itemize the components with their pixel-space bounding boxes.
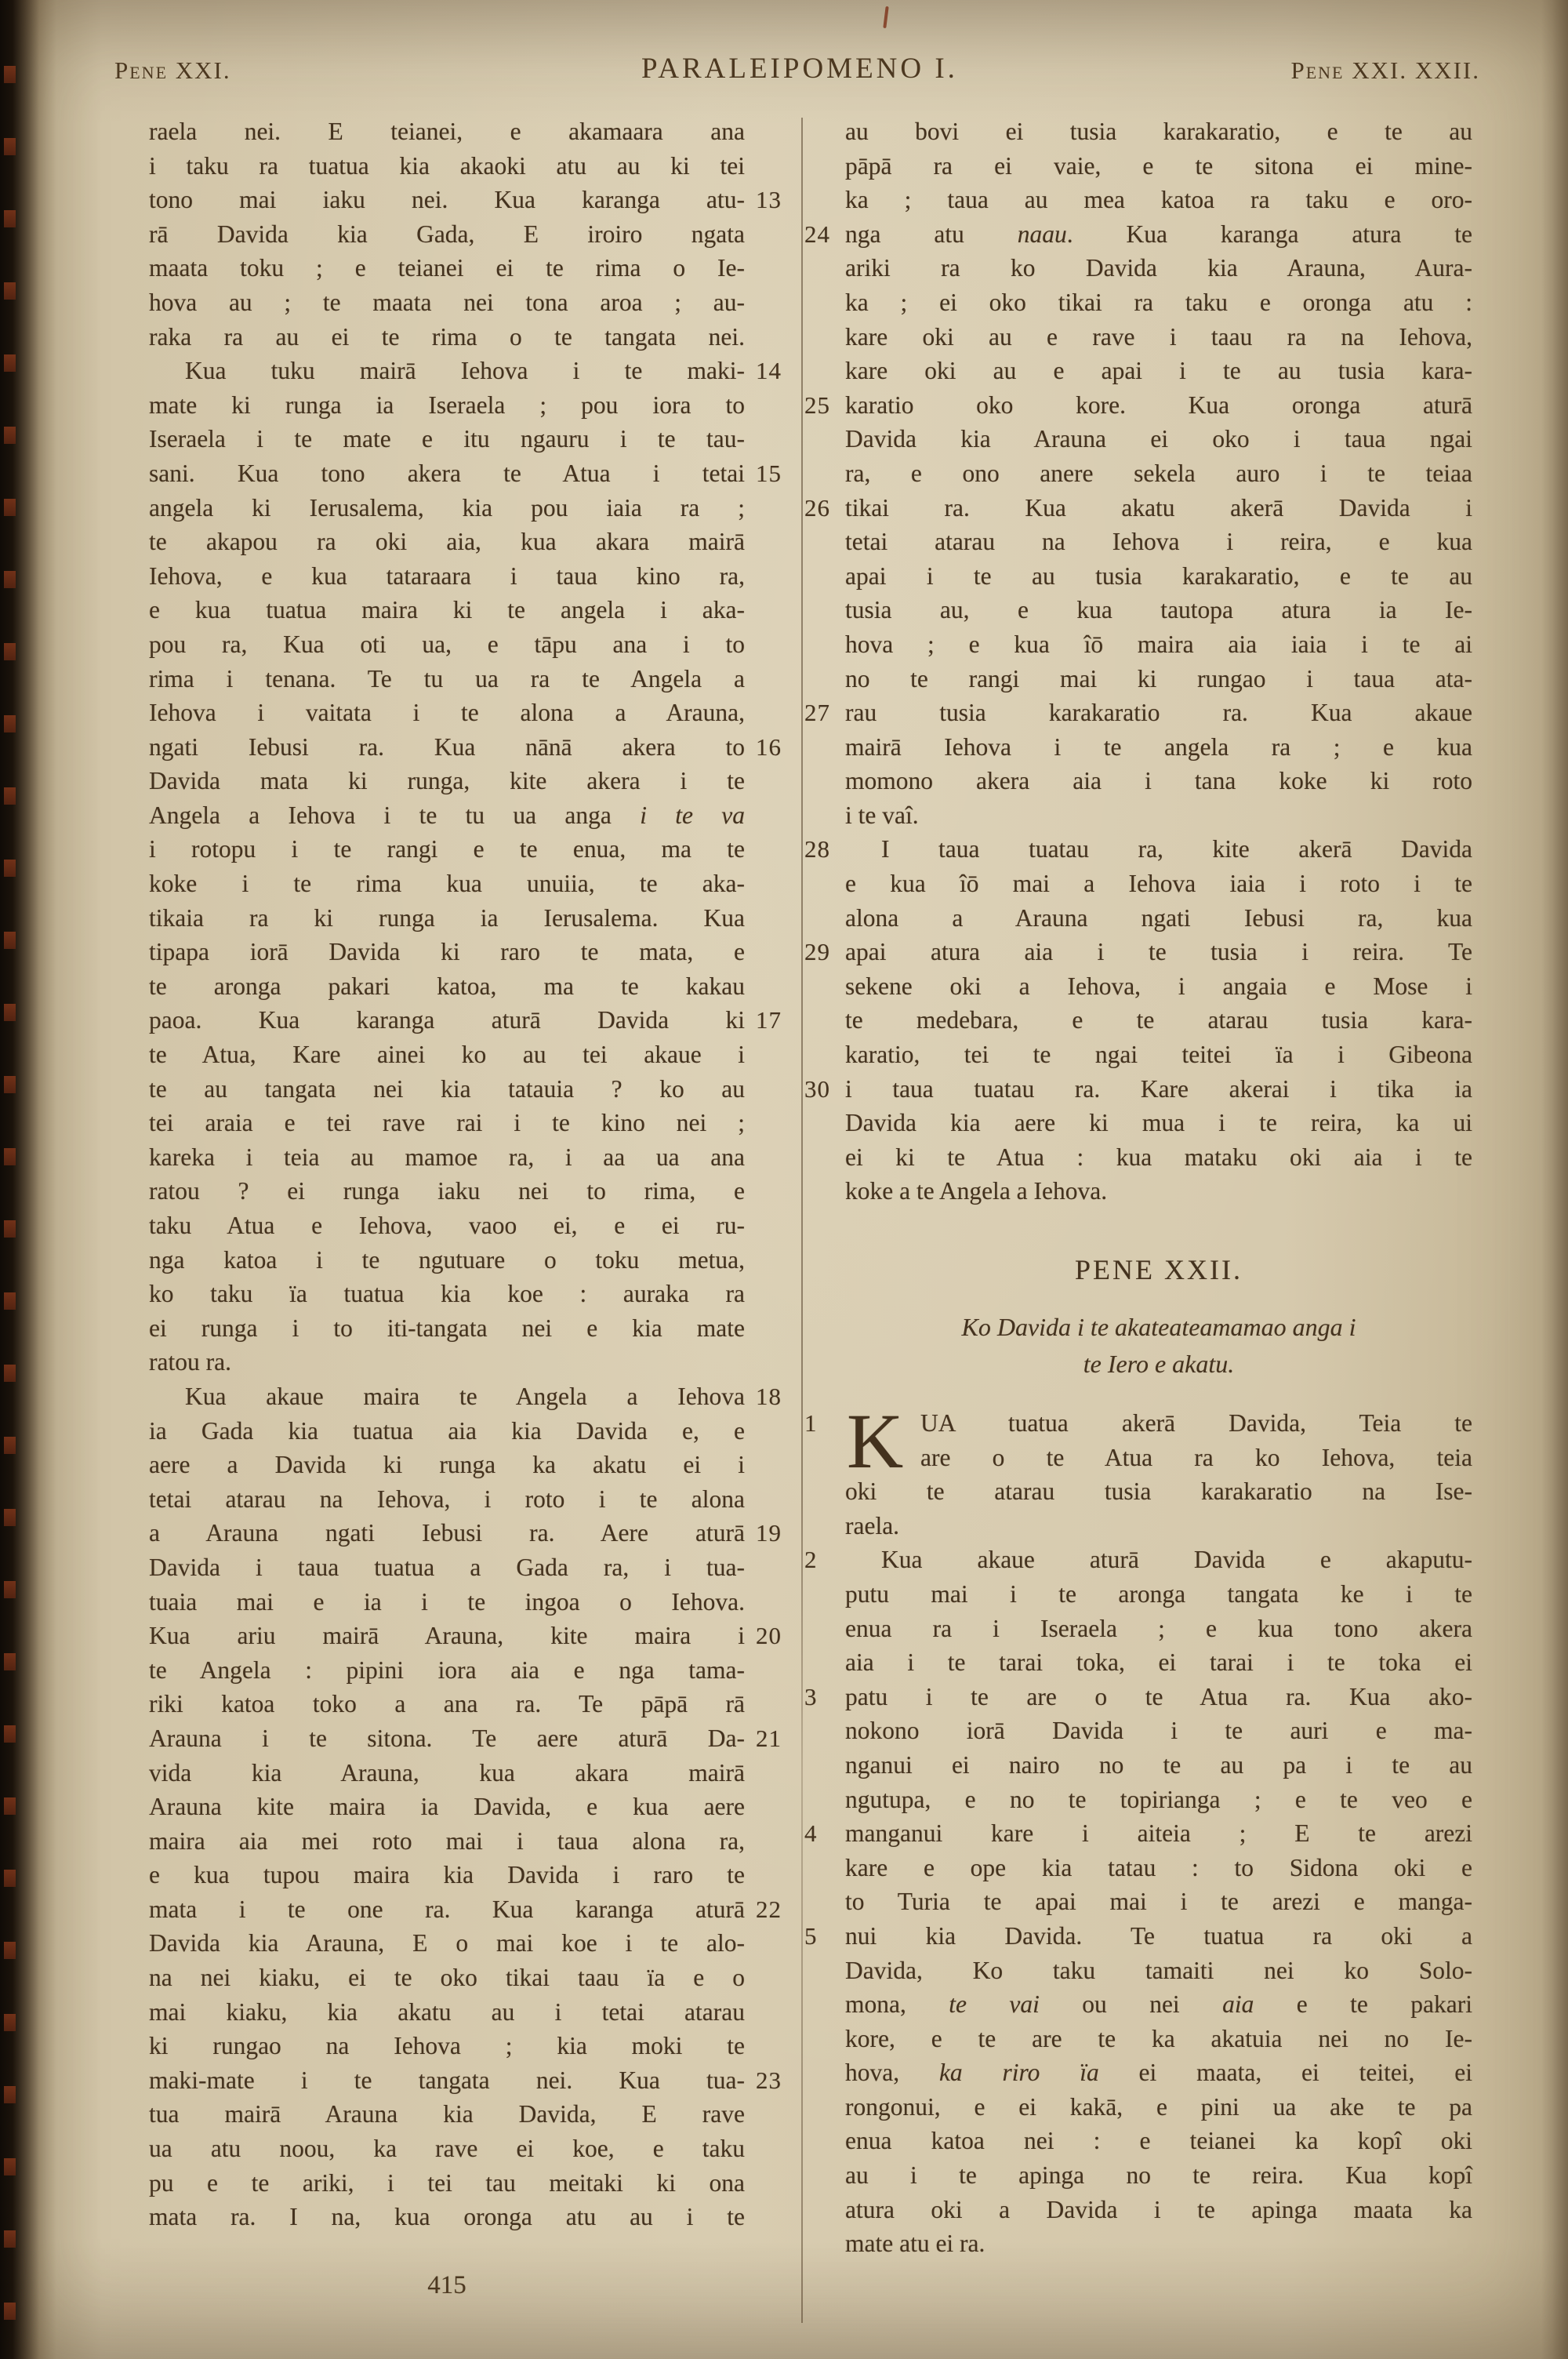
text-line: mai kiaku, kia akatu au i tetai atarau (149, 1997, 745, 2026)
text-line: Arauna i te sitona. Te aere aturā Da- 21 (149, 1721, 745, 1756)
text-line: sekene oki a Iehova, i angaia e Mose i (845, 972, 1472, 1000)
text-line: te aronga pakari katoa, ma te kakau (149, 972, 745, 1000)
text-line: Iseraela i te mate e itu ngauru i te tau- (149, 425, 745, 453)
text-line: maata toku ; e teianei ei te rima o Ie- (149, 254, 745, 282)
text-line: angela ki Ierusalema, kia pou iaia ra ; (149, 493, 745, 522)
text-line: karatio, tei te ngai teitei ïa i Gibeona (845, 1041, 1472, 1069)
text-line: e kua tuatua maira ki te angela i aka- (149, 596, 745, 624)
text-line: ratou ra. (149, 1348, 231, 1376)
text-line: tono mai iaku nei. Kua karanga atu- 13 (149, 183, 745, 217)
text-line: mata ra. I na, kua oronga atu au i te (149, 2203, 745, 2231)
text-line: koke a te Angela a Iehova. (845, 1177, 1108, 1205)
text-line: tuaia mai e ia i te ingoa o Iehova. (149, 1587, 745, 1616)
verse-number: 17 (756, 1006, 782, 1034)
text-line (845, 1987, 1472, 2022)
verse-number: 5 (804, 1921, 818, 1950)
verse-number: 2 (804, 1546, 818, 1574)
verse-number: 29 (804, 938, 830, 966)
text-line: apai atura aia i te tusia i reira. Te 29 (845, 935, 1472, 969)
text-line: tei araia e tei rave rai i te kino nei ; (149, 1109, 745, 1137)
text-line: ia Gada kia tuatua aia kia Davida e, e (149, 1416, 745, 1445)
text-line: Davida kia aere ki mua i te reira, ka ui (845, 1109, 1472, 1137)
text-line: ariki ra ko Davida kia Arauna, Aura- (845, 254, 1472, 282)
verse-number: 23 (756, 2066, 782, 2094)
text-line: te Angela : pipini iora aia e nga tama- (149, 1656, 745, 1684)
verse-number: 13 (756, 186, 782, 214)
text-line: Davida, Ko taku tamaiti nei ko Solo- (845, 1956, 1472, 1984)
verse-number: 18 (756, 1382, 782, 1410)
italic-text: te vai (949, 1990, 1040, 2019)
text-line: au i te apinga no te reira. Kua kopî (845, 2161, 1472, 2190)
text-line: tikaia ra ki runga ia Ierusalema. Kua (149, 903, 745, 932)
text-line: ei ki te Atua : kua mataku oki aia i te (845, 1143, 1472, 1171)
text-line: ngutupa, e no te topirianga ; e te veo e (845, 1785, 1472, 1813)
text-line: raela nei. E teianei, e akamaara ana (149, 118, 745, 145)
text-line: to Turia te apai mai i te arezi e manga- (845, 1888, 1472, 1916)
binding-edge (0, 0, 56, 2359)
verse-number: 27 (804, 699, 830, 727)
text-line: rā Davida kia Gada, E iroiro ngata (149, 220, 745, 248)
text-line: mate ki runga ia Iseraela ; pou iora to (149, 391, 745, 419)
running-head-left: Pene XXI. (114, 56, 231, 84)
text-line: mairā Iehova i te angela ra ; e kua (845, 732, 1472, 761)
text-line: enua ra i Iseraela ; e kua tono akera (845, 1614, 1472, 1642)
text-line: riki katoa toko a ana ra. Te pāpā rā (149, 1690, 745, 1718)
text-line: ei runga i to iti-tangata nei e kia mate (149, 1314, 745, 1342)
verse-number: 4 (804, 1819, 818, 1848)
plain-text: mona, (845, 1990, 949, 2019)
plain-text: . Kua karanga atura te (1066, 220, 1472, 248)
text-line: tua mairā Arauna kia Davida, E rave (149, 2100, 745, 2128)
text-line: nga katoa i te ngutuare o toku metua, (149, 1245, 745, 1274)
text-line: te au tangata nei kia tatauia ? ko au (149, 1074, 745, 1103)
drop-cap-initial: K (847, 1398, 904, 1485)
text-line: atura oki a Davida i te apinga maata ka (845, 2195, 1472, 2223)
text-line: enua katoa nei : e teianei ka kopî oki (845, 2127, 1472, 2155)
text-line: ngati Iebusi ra. Kua nānā akera to 16 (149, 730, 745, 765)
text-line: Davida mata ki runga, kite akera i te (149, 767, 745, 795)
dropcap-verse-block (804, 1398, 1472, 1485)
verse-number: 19 (756, 1519, 782, 1547)
verse-number: 25 (804, 391, 830, 419)
plain-text: nga atu (845, 220, 1018, 248)
italic-text: aia (1222, 1990, 1254, 2019)
text-line: Iehova, e kua tataraara i taua kino ra, (149, 562, 745, 590)
scan-artifact (883, 6, 888, 28)
plain-text: ei maata, ei teitei, ei (1098, 2059, 1473, 2087)
text-line: te medebara, e te atarau tusia kara- (845, 1006, 1472, 1034)
running-head-center: PARALEIPOMENO I. (641, 53, 958, 85)
text-line: a Arauna ngati Iebusi ra. Aere aturā 19 (149, 1516, 745, 1550)
text-line: hova au ; te maata nei tona aroa ; au- (149, 288, 745, 316)
text-line: Davida i taua tuatua a Gada ra, i tua- (149, 1553, 745, 1581)
text-line: mata i te one ra. Kua karanga aturā 22 (149, 1892, 745, 1927)
text-line: te Atua, Kare ainei ko au tei akaue i (149, 1041, 745, 1069)
right-column (804, 114, 1473, 2261)
text-line: kareka i teia au mamoe ra, i aa ua ana (149, 1143, 745, 1171)
text-line: pu e te ariki, i tei tau meitaki ki ona (149, 2168, 745, 2197)
text-line: aia i te tarai toka, ei tarai i te toka ei (845, 1648, 1472, 1677)
text-line: ka ; taua au mea katoa ra taku e oro- (845, 186, 1472, 214)
text-line: i te vaî. (845, 801, 919, 829)
text-line: ki rungao na Iehova ; kia moki te (149, 2032, 745, 2060)
text-line: maki-mate i te tangata nei. Kua tua- 23 (149, 2063, 745, 2098)
verse-number: 21 (756, 1724, 782, 1752)
text-line: kore, e te are te ka akatuia nei no Ie- (845, 2024, 1472, 2052)
text-line: e kua îō mai a Iehova iaia i roto i te (845, 870, 1472, 898)
text-line: oki te atarau tusia karakaratio na Ise- (845, 1478, 1472, 1506)
text-line: tusia au, e kua tautopa atura ia Ie- (845, 596, 1472, 624)
text-line: patu i te are o te Atua ra. Kua ako- 3 (845, 1680, 1472, 1714)
text-line: i taua tuatau ra. Kare akerai i tika ia 30 (845, 1072, 1472, 1107)
text-line (149, 798, 745, 833)
verse-number: 20 (756, 1622, 782, 1650)
text-line: sani. Kua tono akera te Atua i tetai 15 (149, 456, 745, 491)
text-line: maira aia mei roto mai i taua alona ra, (149, 1826, 745, 1855)
left-column (149, 114, 782, 2234)
text-line: Kua tuku mairā Iehova i te maki- 14 (149, 354, 745, 388)
text-line: i rotopu i te rangi e te enua, ma te (149, 835, 745, 863)
text-line: hova ; e kua îō maira aia iaia i te ai (845, 630, 1472, 658)
text-line: kare e ope kia tatau : to Sidona oki e (845, 1853, 1472, 1881)
verse-number: 15 (756, 459, 782, 487)
chapter-heading: PENE XXII. (1075, 1254, 1243, 1285)
text-line: i taku ra tuatua kia akaoki atu au ki tei (149, 151, 745, 180)
verse-number: 30 (804, 1074, 830, 1103)
verse-number: 16 (756, 732, 782, 761)
text-line: manganui kare i aiteia ; E te arezi 4 (845, 1816, 1472, 1851)
text-line: e kua tupou maira kia Davida i raro te (149, 1861, 745, 1889)
text-line: Iehova i vaitata i te alona a Arauna, (149, 699, 745, 727)
plain-text: e te pakari (1254, 1990, 1472, 2019)
verse-number: 14 (756, 357, 782, 385)
plain-text: hova, (845, 2059, 939, 2087)
chapter-subtitle: Ko Davida i te akateateamamao anga i (961, 1313, 1356, 1341)
plain-text: Angela a Iehova i te tu ua anga (149, 801, 641, 829)
text-line: nui kia Davida. Te tuatua ra oki a 5 (845, 1919, 1472, 1954)
text-line (845, 2055, 1472, 2090)
text-line: aere a Davida ki runga ka akatu ei i (149, 1451, 745, 1479)
text-line: au bovi ei tusia karakaratio, e te au (845, 118, 1472, 145)
text-line: ra, e ono anere sekela auro i te teiaa (845, 459, 1472, 487)
text-line: alona a Arauna ngati Iebusi ra, kua (845, 903, 1472, 932)
text-line: ua atu noou, ka rave ei koe, e taku (149, 2135, 745, 2163)
text-line: vida kia Arauna, kua akara mairā (149, 1758, 745, 1787)
chapter-subtitle: te Iero e akatu. (1083, 1350, 1235, 1378)
text-line: Davida kia Arauna, E o mai koe i te alo- (149, 1929, 745, 1957)
text-line: paoa. Kua karanga aturā Davida ki 17 (149, 1003, 745, 1038)
verse-number: 24 (804, 220, 830, 248)
text-line: mate atu ei ra. (845, 2230, 985, 2258)
text-line: Kua akaue maira te Angela a Iehova 18 (149, 1379, 745, 1414)
verse-number: 28 (804, 835, 830, 863)
text-line: pou ra, Kua oti ua, e tāpu ana i to (149, 630, 745, 658)
column-divider (801, 118, 803, 2323)
text-line: te akapou ra oki aia, kua akara mairā (149, 528, 745, 556)
text-line: kare oki au e rave i taau ra na Iehova, (845, 322, 1472, 351)
text-line: nganui ei nairo no te au pa i te au (845, 1750, 1472, 1779)
text-line: tetai atarau na Iehova, i roto i te alona (149, 1485, 745, 1513)
text-line: raka ra au ei te rima o te tangata nei. (149, 322, 745, 351)
text-line: rima i tenana. Te tu ua ra te Angela a (149, 664, 745, 692)
text-line: are o te Atua ra ko Iehova, teia (920, 1443, 1472, 1471)
page-right-edge (1541, 0, 1568, 2359)
text-line: putu mai i te aronga tangata ke i te (845, 1579, 1472, 1608)
text-line: tetai atarau na Iehova i reira, e kua (845, 528, 1472, 556)
text-line: Kua akaue aturā Davida e akaputu- 2 (845, 1543, 1472, 1577)
text-line: koke i te rima kua unuiia, te aka- (149, 870, 745, 898)
italic-text: i te va (640, 801, 746, 829)
text-line: pāpā ra ei vaie, e te sitona ei mine- (845, 151, 1472, 180)
text-line: rau tusia karakaratio ra. Kua akaue 27 (845, 696, 1472, 730)
text-line: UA tuatua akerā Davida, Teia te 1 (920, 1406, 1472, 1441)
text-line: karatio oko kore. Kua oronga aturā 25 (845, 388, 1472, 423)
text-line: na nei kiaku, ei te oko tikai taau ïa e o (149, 1964, 745, 1992)
text-line: ratou ? ei runga iaku nei to rima, e (149, 1177, 745, 1205)
running-head-right: Pene XXI. XXII. (1290, 56, 1480, 84)
text-line (804, 217, 1472, 252)
text-line: rongonui, e ei kakā, e pini ua ake te pa (845, 2092, 1472, 2121)
text-line: raela. (845, 1511, 900, 1539)
text-line: kare oki au e apai i te au tusia kara- (845, 357, 1472, 385)
text-line: Arauna kite maira ia Davida, e kua aere (149, 1793, 745, 1821)
text-line: Davida kia Arauna ei oko i taua ngai (845, 425, 1472, 453)
text-line: nokono iorā Davida i te auri e ma- (845, 1717, 1472, 1745)
verse-number: 26 (804, 493, 830, 522)
page-number: 415 (427, 2271, 466, 2299)
plain-text: ou nei (1039, 1990, 1223, 2019)
text-line: Kua ariu mairā Arauna, kite maira i 20 (149, 1619, 745, 1653)
text-line: tikai ra. Kua akatu akerā Davida i 26 (845, 491, 1472, 525)
italic-text: ka riro ïa (938, 2059, 1099, 2087)
text-line: ko taku ïa tuatua kia koe : auraka ra (149, 1280, 745, 1308)
text-line: ka ; ei oko tikai ra taku e oronga atu : (845, 288, 1472, 316)
text-line: I taua tuatau ra, kite akerā Davida 28 (845, 832, 1472, 867)
text-line: apai i te au tusia karakaratio, e te au (845, 562, 1472, 590)
italic-text: naau (1017, 220, 1067, 248)
verse-number: 22 (756, 1895, 782, 1923)
verse-number: 1 (804, 1409, 818, 1437)
text-line: tipapa iorā Davida ki raro te mata, e (149, 938, 745, 966)
text-line: taku Atua e Iehova, vaoo ei, e ei ru- (149, 1212, 745, 1239)
verse-number: 3 (804, 1682, 818, 1710)
text-line: momono akera aia i tana koke ki roto (845, 767, 1472, 795)
text-line: no te rangi mai ki rungao i taua ata- (845, 664, 1472, 692)
